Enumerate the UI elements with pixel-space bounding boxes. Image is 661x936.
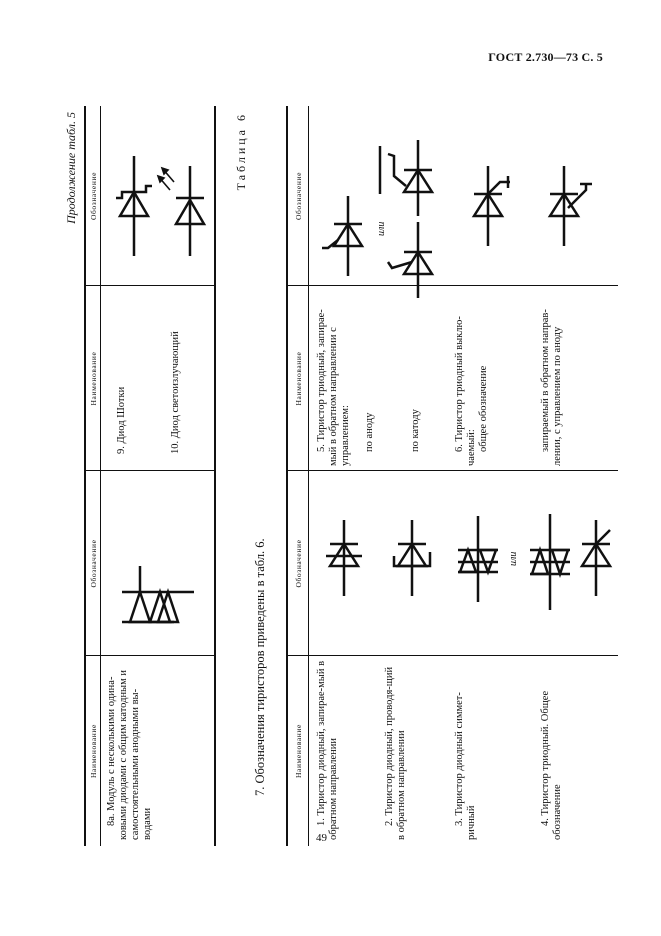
table6-item-5: 5. Тиристор триодный, запирае-мый в обратном направлении с управлением:	[316, 309, 351, 466]
table5-top-rule	[84, 106, 86, 846]
table5-col-header-name-2: Наименование	[89, 351, 98, 406]
table5-col-header-symbol-1: Обозначение	[89, 539, 98, 588]
or-label-item-5: или	[376, 221, 387, 236]
thyristor-diode-symmetric-symbol	[456, 512, 500, 602]
table6-item-1: 1. Тиристор диодный, запирае-мый в обратном направлении	[316, 660, 339, 840]
schottky-diode-symbol	[108, 146, 158, 256]
table6-col-divider-3	[286, 285, 618, 286]
table6-col-header-name-1: Наименование	[294, 724, 303, 778]
table5-item-9: 9. Диод Шотки	[116, 386, 127, 454]
table6-item-4: 4. Тиристор триодный. Общее обозначение	[540, 690, 563, 840]
table6-item-2: 2. Тиристор диодный, проводя-щий в обратном направлении	[384, 666, 407, 840]
table5-bottom-rule	[214, 106, 216, 846]
thyristor-diode-reverse-blocking-symbol	[324, 516, 364, 596]
table5-col-divider-1	[84, 655, 214, 656]
table6-item-6: 6. Тиристор триодный выклю-чаемый:	[454, 316, 477, 466]
table6-col-header-symbol-2: Обозначение	[294, 171, 303, 221]
or-label-item-3: или	[508, 551, 519, 566]
table6-item-6-general: общее обозначение	[478, 365, 489, 452]
thyristor-gto-general-symbol	[462, 156, 516, 246]
table6-item-6-anode-control: запираемый в обратном направ-лении, с управлением по аноду	[540, 309, 563, 466]
table6-col-header-symbol-1: Обозначение	[294, 539, 303, 588]
table6-item-5-anode: по аноду	[364, 412, 375, 452]
table6-col-header-name-2: Наименование	[294, 351, 303, 406]
section-7-heading: 7. Обозначения тиристоров приведены в табл. 6.	[253, 538, 267, 796]
table6-col-divider-2	[286, 470, 618, 471]
table5-item-8a: 8а. Модуль с несколькими одина-ковыми диодами с общим катодным и самостоятельными анодными вы-водами	[106, 669, 153, 840]
table6-item-5-cathode: по катоду	[410, 409, 421, 452]
table5-col-divider-2	[84, 470, 214, 471]
document-header: ГОСТ 2.730—73 С. 5	[488, 50, 603, 64]
thyristor-triode-general-symbol	[576, 516, 620, 596]
thyristor-triode-cathode-control-lower-symbol	[388, 198, 448, 298]
led-symbol	[160, 126, 214, 256]
table5-col-header-name-1: Наименование	[89, 724, 98, 778]
table5-item-10: 10. Диод светоизлучающий	[170, 331, 181, 454]
table6-item-3: 3. Тиристор диодный симмет-ричный	[454, 692, 477, 840]
table6-caption: Таблица 6	[234, 112, 248, 191]
page-number: 49	[316, 832, 327, 844]
table6-header-rule	[308, 106, 309, 846]
thyristor-gto-anode-control-symbol	[538, 156, 594, 246]
thyristor-diode-reverse-conducting-symbol	[390, 516, 434, 596]
thyristor-diode-symmetric-alt-symbol	[528, 510, 572, 610]
table5-col-divider-3	[84, 285, 214, 286]
table5-header-rule	[100, 106, 101, 846]
rotated-page-content	[64, 106, 624, 846]
table6-top-rule	[286, 106, 288, 846]
diode-module-common-cathode-symbol	[104, 486, 194, 636]
table5-continuation-label: Продолжение табл. 5	[64, 112, 78, 224]
table6-col-divider-1	[286, 655, 618, 656]
table5-col-header-symbol-2: Обозначение	[89, 171, 98, 221]
